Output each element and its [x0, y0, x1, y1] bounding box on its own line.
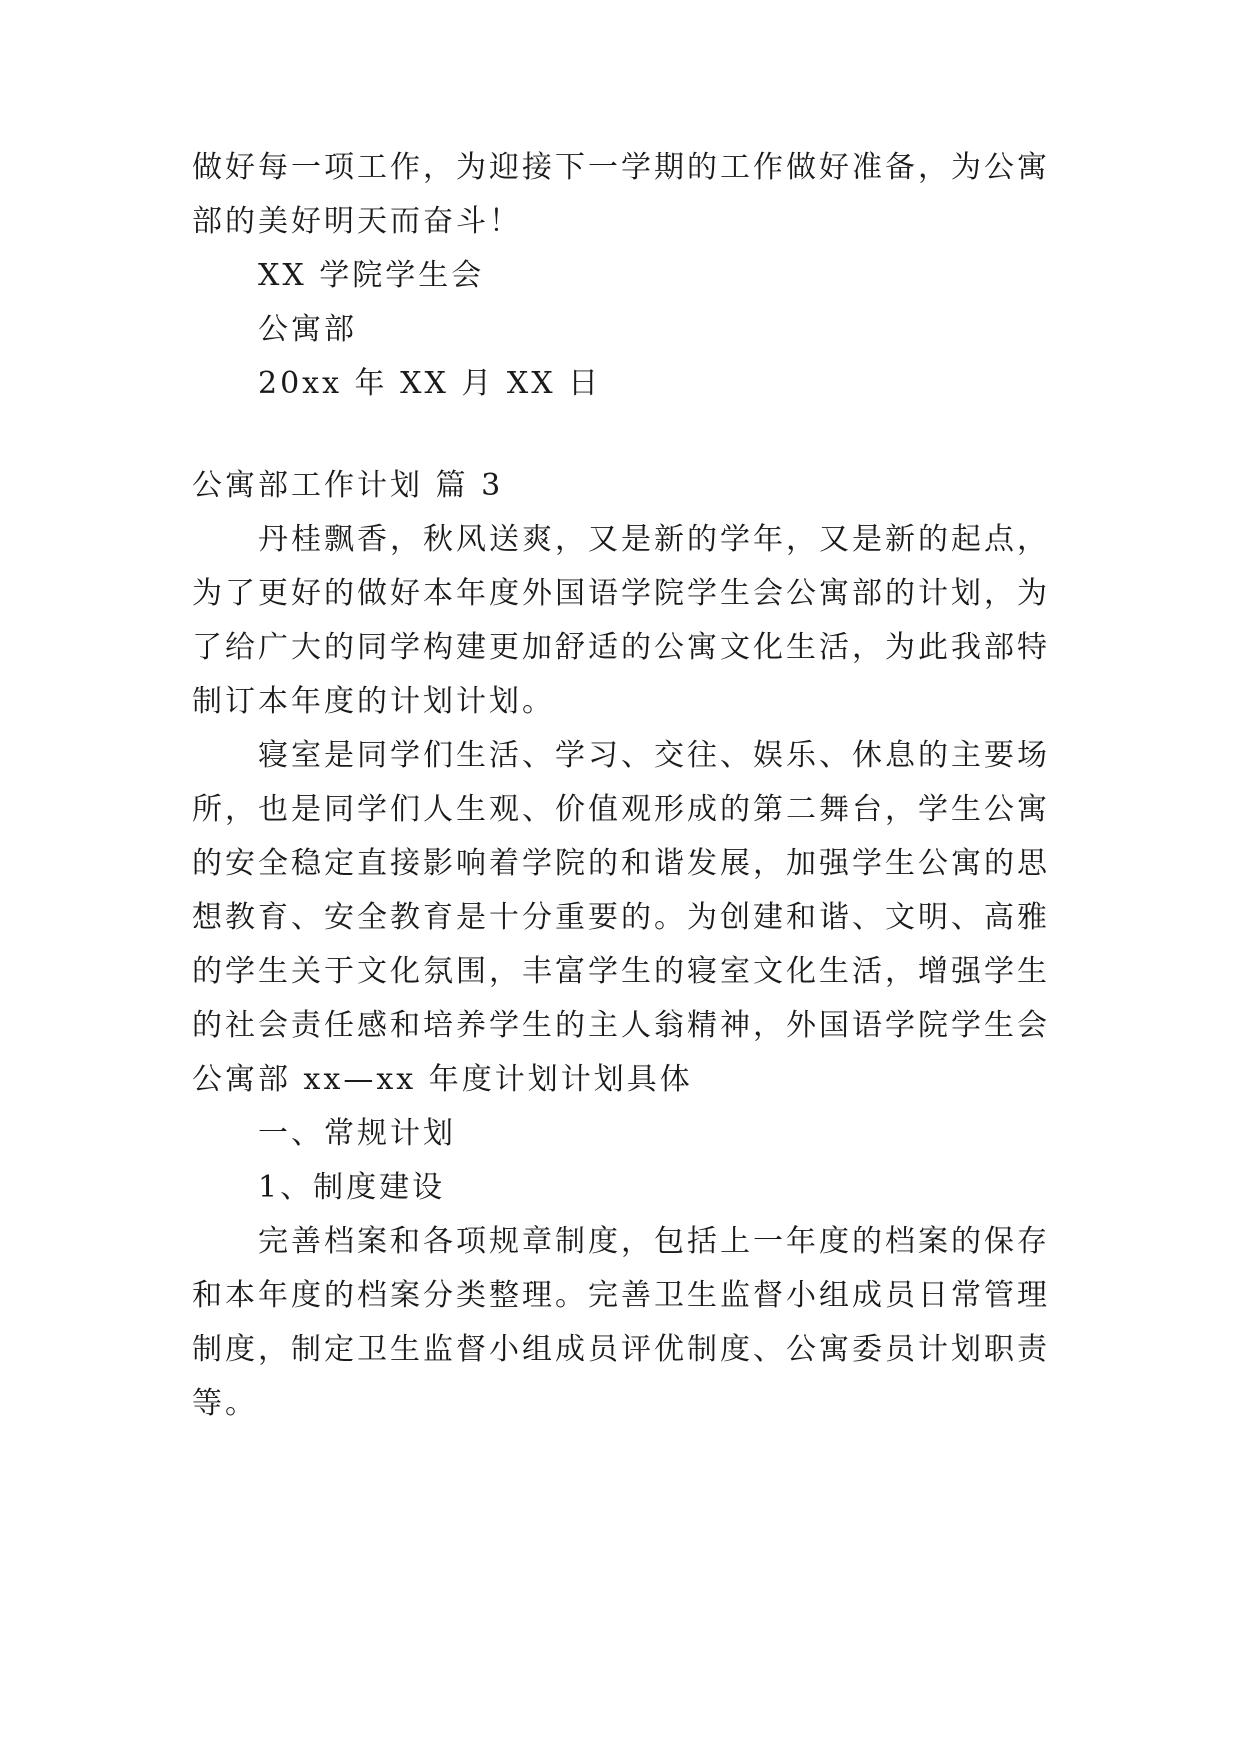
paragraph-line: 等。: [192, 1386, 258, 1421]
paragraph-line: 和本年度的档案分类整理。完善卫生监督小组成员日常管理: [192, 1278, 1050, 1313]
paragraph-line: 的学生关于文化氛围，丰富学生的寝室文化生活，增强学生: [192, 954, 1050, 989]
paragraph-line: 的社会责任感和培养学生的主人翁精神，外国语学院学生会: [192, 1008, 1050, 1043]
signature-organization: XX 学院学生会: [258, 258, 485, 293]
section-heading: 公寓部工作计划 篇 3: [192, 468, 504, 503]
paragraph-line: 完善档案和各项规章制度，包括上一年度的档案的保存: [258, 1224, 1050, 1259]
paragraph-line: 寝室是同学们生活、学习、交往、娱乐、休息的主要场: [258, 738, 1050, 773]
paragraph-line: 为了更好的做好本年度外国语学院学生会公寓部的计划，为: [192, 576, 1050, 611]
subheading: 1、制度建设: [258, 1170, 446, 1205]
paragraph-line: 制订本年度的计划计划。: [192, 684, 555, 719]
paragraph-line: 了给广大的同学构建更加舒适的公寓文化生活，为此我部特: [192, 630, 1050, 665]
paragraph-line: 的安全稳定直接影响着学院的和谐发展，加强学生公寓的思: [192, 846, 1050, 881]
paragraph-line: 公寓部 xx—xx 年度计划计划具体: [192, 1062, 693, 1097]
signature-date: 20xx 年 XX 月 XX 日: [258, 366, 602, 401]
paragraph-line: 制度，制定卫生监督小组成员评优制度、公寓委员计划职责: [192, 1332, 1050, 1367]
signature-department: 公寓部: [258, 312, 357, 347]
paragraph-line: 部的美好明天而奋斗！: [192, 204, 522, 239]
paragraph-line: 想教育、安全教育是十分重要的。为创建和谐、文明、高雅: [192, 900, 1050, 935]
paragraph-line: 做好每一项工作，为迎接下一学期的工作做好准备，为公寓: [192, 150, 1050, 185]
subheading: 一、常规计划: [258, 1116, 456, 1151]
paragraph-line: 所，也是同学们人生观、价值观形成的第二舞台，学生公寓: [192, 792, 1050, 827]
paragraph-line: 丹桂飘香，秋风送爽，又是新的学年，又是新的起点，: [258, 522, 1050, 557]
